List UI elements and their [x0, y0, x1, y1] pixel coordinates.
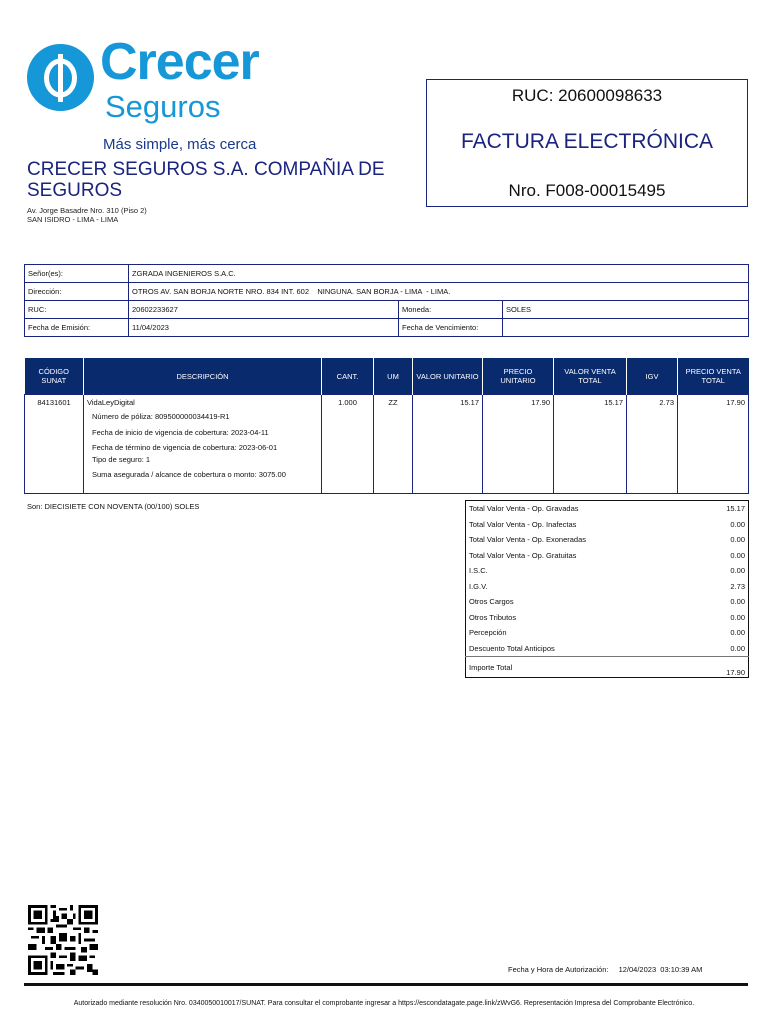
totals-label: Descuento Total Anticipos — [469, 643, 555, 653]
document-number: Nro. F008-00015495 — [508, 181, 666, 200]
item-descripcion-cell — [84, 395, 322, 494]
totals-label: Percepción — [469, 628, 507, 638]
totals-label: Otros Cargos — [469, 597, 514, 607]
senor-label: Señor(es): — [25, 265, 129, 283]
item-valor-unitario: 15.17 — [413, 395, 483, 494]
qr-code-icon — [28, 905, 98, 975]
logo-subtitle: Seguros — [105, 89, 221, 124]
totals-row — [466, 517, 749, 533]
totals-row — [466, 641, 749, 657]
header-um: UM — [374, 358, 413, 395]
item-detail: Número de póliza: 809500000034419-R1 — [92, 412, 230, 421]
totals-value: 0.00 — [730, 643, 745, 653]
item-detail: Fecha de término de vigencia de cobertura: 2023-06-01 — [92, 443, 278, 452]
phi-logo-icon — [27, 44, 94, 111]
header-descripcion: DESCRIPCIÓN — [84, 358, 322, 395]
footer-note: Autorizado mediante resolución Nro. 0340050010017/SUNAT. Para consultar el comprobante ingresar a https://escondatagate.page.link/zWvG6. Representación Impresa del Comprobante Electrónico. — [73, 1000, 695, 1007]
authorization-value: 12/04/2023 03:10:39 AM — [618, 965, 703, 974]
totals-row — [466, 625, 749, 641]
totals-value: 0.00 — [730, 628, 745, 638]
moneda-value: SOLES — [503, 301, 749, 319]
totals-label: Importe Total — [466, 657, 701, 678]
authorization-date — [508, 965, 702, 974]
totals-row-importe — [466, 657, 749, 678]
ruc-value: 20602233627 — [129, 301, 399, 319]
emision-label: Fecha de Emisión: — [25, 319, 129, 337]
item-codigo: 84131601 — [25, 395, 84, 494]
totals-row — [466, 563, 749, 579]
totals-label: I.S.C. — [469, 566, 488, 576]
ruc-label: RUC: — [25, 301, 129, 319]
totals-label: Total Valor Venta - Op. Gratuitas — [469, 550, 577, 560]
totals-label: Total Valor Venta - Op. Exoneradas — [469, 535, 587, 545]
header-codigo: CÓDIGO SUNAT — [25, 358, 84, 395]
company-address — [27, 206, 147, 224]
client-row-direccion — [25, 283, 749, 301]
direccion-value: OTROS AV. SAN BORJA NORTE NRO. 834 INT. 602 NINGUNA. SAN BORJA - LIMA - LIMA. — [129, 283, 749, 301]
totals-row — [466, 579, 749, 595]
header-valor-unitario: VALOR UNITARIO — [413, 358, 483, 395]
totals-table — [465, 500, 749, 678]
item-um: ZZ — [374, 395, 413, 494]
emision-value: 11/04/2023 — [129, 319, 399, 337]
totals-value: 17.90 — [700, 657, 748, 678]
moneda-label: Moneda: — [399, 301, 503, 319]
totals-value: 0.00 — [730, 612, 745, 622]
header-valor-venta-total: VALOR VENTA TOTAL — [554, 358, 627, 395]
totals-value: 0.00 — [730, 597, 745, 607]
totals-value: 0.00 — [730, 550, 745, 560]
item-detail: Suma asegurada / alcance de cobertura o monto: 3075.00 — [92, 470, 286, 479]
vencimiento-label: Fecha de Vencimiento: — [399, 319, 503, 337]
table-row — [25, 395, 749, 494]
item-cant: 1.000 — [322, 395, 374, 494]
totals-value: 15.17 — [726, 504, 745, 514]
document-type: FACTURA ELECTRÓNICA — [460, 130, 714, 153]
client-row-senor — [25, 265, 749, 283]
totals-value: 0.00 — [730, 535, 745, 545]
totals-label: Otros Tributos — [469, 612, 517, 622]
totals-label: I.G.V. — [469, 581, 488, 591]
client-table — [24, 264, 749, 337]
address-line-2: SAN ISIDRO - LIMA - LIMA — [27, 215, 119, 224]
company-name: CRECER SEGUROS S.A. COMPAÑIA DE SEGUROS — [27, 159, 385, 201]
totals-value: 0.00 — [730, 566, 745, 576]
totals-label: Total Valor Venta - Op. Inafectas — [469, 519, 577, 529]
senor-value: ZGRADA INGENIEROS S.A.C. — [129, 265, 749, 283]
item-valor-venta-total: 15.17 — [554, 395, 627, 494]
item-detail: Fecha de inicio de vigencia de cobertura: 2023-04-11 — [92, 427, 269, 437]
totals-value: 0.00 — [730, 519, 745, 529]
totals-row — [466, 501, 749, 517]
authorization-label: Fecha y Hora de Autorización: — [508, 965, 609, 974]
footer-divider — [24, 983, 748, 986]
item-detail: Tipo de seguro: 1 — [92, 454, 151, 464]
header-igv: IGV — [627, 358, 678, 395]
client-row-fechas — [25, 319, 749, 337]
item-igv: 2.73 — [627, 395, 678, 494]
totals-row — [466, 548, 749, 564]
items-header-row — [25, 358, 749, 395]
logo-tagline: Más simple, más cerca — [103, 136, 257, 153]
item-descripcion: VidaLeyDigital — [87, 398, 135, 407]
direccion-label: Dirección: — [25, 283, 129, 301]
totals-value: 2.73 — [730, 581, 745, 591]
totals-row — [466, 610, 749, 626]
client-row-ruc — [25, 301, 749, 319]
vencimiento-value — [503, 319, 749, 337]
header-precio-unitario: PRECIO UNITARIO — [483, 358, 554, 395]
totals-row — [466, 532, 749, 548]
items-table — [24, 358, 749, 494]
item-precio-unitario: 17.90 — [483, 395, 554, 494]
item-precio-venta-total: 17.90 — [678, 395, 749, 494]
header-precio-venta-total: PRECIO VENTA TOTAL — [678, 358, 749, 395]
header-cant: CANT. — [322, 358, 374, 395]
issuer-ruc: RUC: 20600098633 — [511, 86, 663, 105]
address-line-1: Av. Jorge Basadre Nro. 310 (Piso 2) — [27, 206, 147, 215]
amount-in-words: Son: DIECISIETE CON NOVENTA (00/100) SOLES — [27, 502, 200, 511]
totals-row — [466, 594, 749, 610]
totals-label: Total Valor Venta - Op. Gravadas — [469, 504, 579, 514]
logo-wordmark: Crecer — [100, 33, 259, 91]
